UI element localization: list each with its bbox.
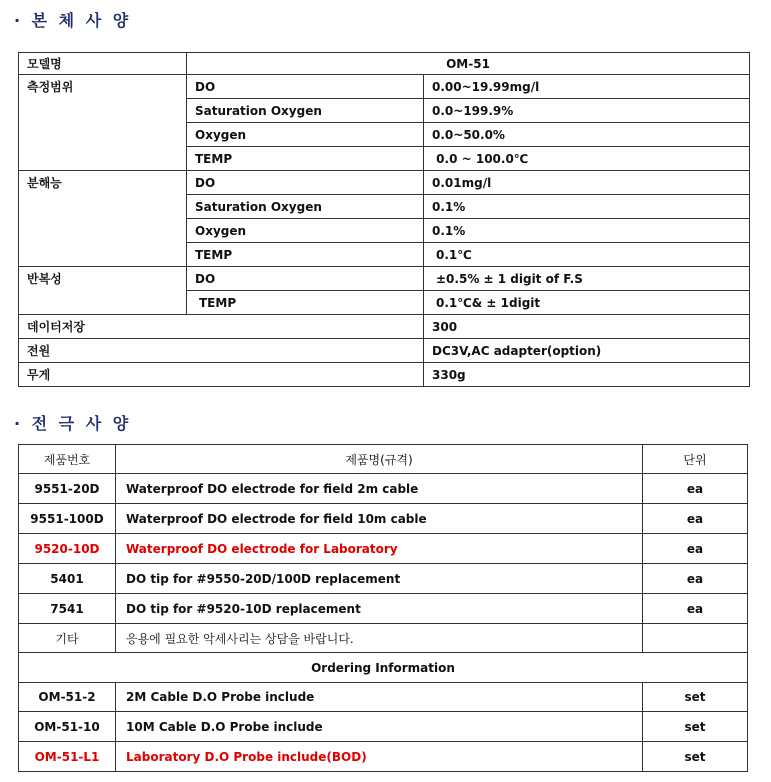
weight-label: 무게 — [19, 363, 424, 387]
model-label: 모델명 — [19, 53, 187, 75]
product-name: Waterproof DO electrode for Laboratory — [116, 534, 643, 564]
table-row — [19, 339, 750, 363]
resolution-value: 0.1% — [424, 219, 750, 243]
range-label: 측정범위 — [19, 75, 187, 171]
storage-label: 데이터저장 — [19, 315, 424, 339]
range-value: 0.0~50.0% — [424, 123, 750, 147]
table-row — [19, 653, 748, 683]
product-code: 7541 — [19, 594, 116, 624]
table-row — [19, 267, 750, 291]
product-unit: ea — [643, 504, 748, 534]
table-row — [19, 474, 748, 504]
order-name: Laboratory D.O Probe include(BOD) — [116, 742, 643, 772]
power-value: DC3V,AC adapter(option) — [424, 339, 750, 363]
product-unit: ea — [643, 564, 748, 594]
product-name: Waterproof DO electrode for field 10m cable — [116, 504, 643, 534]
repeatability-value: ±0.5% ± 1 digit of F.S — [424, 267, 750, 291]
resolution-param: Saturation Oxygen — [187, 195, 424, 219]
table-row — [19, 683, 748, 712]
product-unit: ea — [643, 534, 748, 564]
resolution-param: Oxygen — [187, 219, 424, 243]
resolution-value: 0.1℃ — [424, 243, 750, 267]
product-code: 5401 — [19, 564, 116, 594]
resolution-label: 분해능 — [19, 171, 187, 267]
section-title-body-spec: · 본 체 사 양 — [14, 11, 132, 30]
table-row — [19, 504, 748, 534]
order-name: 10M Cable D.O Probe include — [116, 712, 643, 742]
header-code: 제품번호 — [19, 445, 116, 474]
product-code: 9551-20D — [19, 474, 116, 504]
product-unit: ea — [643, 594, 748, 624]
resolution-value: 0.01mg/l — [424, 171, 750, 195]
order-unit: set — [643, 712, 748, 742]
storage-value: 300 — [424, 315, 750, 339]
product-code: 9520-10D — [19, 534, 116, 564]
repeatability-param: TEMP — [187, 291, 424, 315]
table-header-row — [19, 445, 748, 474]
model-value: OM-51 — [187, 53, 750, 75]
table-row — [19, 171, 750, 195]
order-name: 2M Cable D.O Probe include — [116, 683, 643, 712]
table-row — [19, 315, 750, 339]
table-row — [19, 712, 748, 742]
range-value: 0.00~19.99mg/l — [424, 75, 750, 99]
etc-code: 기타 — [19, 624, 116, 653]
header-unit: 단위 — [643, 445, 748, 474]
electrode-spec-table — [18, 444, 748, 772]
table-row — [19, 742, 748, 772]
resolution-value: 0.1% — [424, 195, 750, 219]
order-code: OM-51-L1 — [19, 742, 116, 772]
section-title-electrode-spec: · 전 극 사 양 — [14, 414, 132, 433]
table-row — [19, 75, 750, 99]
product-name: Waterproof DO electrode for field 2m cable — [116, 474, 643, 504]
resolution-param: TEMP — [187, 243, 424, 267]
body-spec-table — [18, 52, 750, 387]
product-code: 9551-100D — [19, 504, 116, 534]
table-row — [19, 564, 748, 594]
product-name: DO tip for #9520-10D replacement — [116, 594, 643, 624]
repeatability-label: 반복성 — [19, 267, 187, 315]
order-code: OM-51-2 — [19, 683, 116, 712]
order-unit: set — [643, 742, 748, 772]
range-value: 0.0~199.9% — [424, 99, 750, 123]
etc-unit — [643, 624, 748, 653]
weight-value: 330g — [424, 363, 750, 387]
header-name: 제품명(규격) — [116, 445, 643, 474]
repeatability-param: DO — [187, 267, 424, 291]
resolution-param: DO — [187, 171, 424, 195]
repeatability-value: 0.1℃& ± 1digit — [424, 291, 750, 315]
order-code: OM-51-10 — [19, 712, 116, 742]
etc-note: 응용에 필요한 악세사리는 상담을 바랍니다. — [116, 624, 643, 653]
table-row — [19, 363, 750, 387]
power-label: 전원 — [19, 339, 424, 363]
range-param: Oxygen — [187, 123, 424, 147]
product-unit: ea — [643, 474, 748, 504]
range-param: TEMP — [187, 147, 424, 171]
ordering-info-title: Ordering Information — [19, 653, 748, 683]
table-row — [19, 624, 748, 653]
range-param: Saturation Oxygen — [187, 99, 424, 123]
table-row — [19, 53, 750, 75]
order-unit: set — [643, 683, 748, 712]
product-name: DO tip for #9550-20D/100D replacement — [116, 564, 643, 594]
range-value: 0.0 ~ 100.0℃ — [424, 147, 750, 171]
table-row — [19, 534, 748, 564]
range-param: DO — [187, 75, 424, 99]
table-row — [19, 594, 748, 624]
